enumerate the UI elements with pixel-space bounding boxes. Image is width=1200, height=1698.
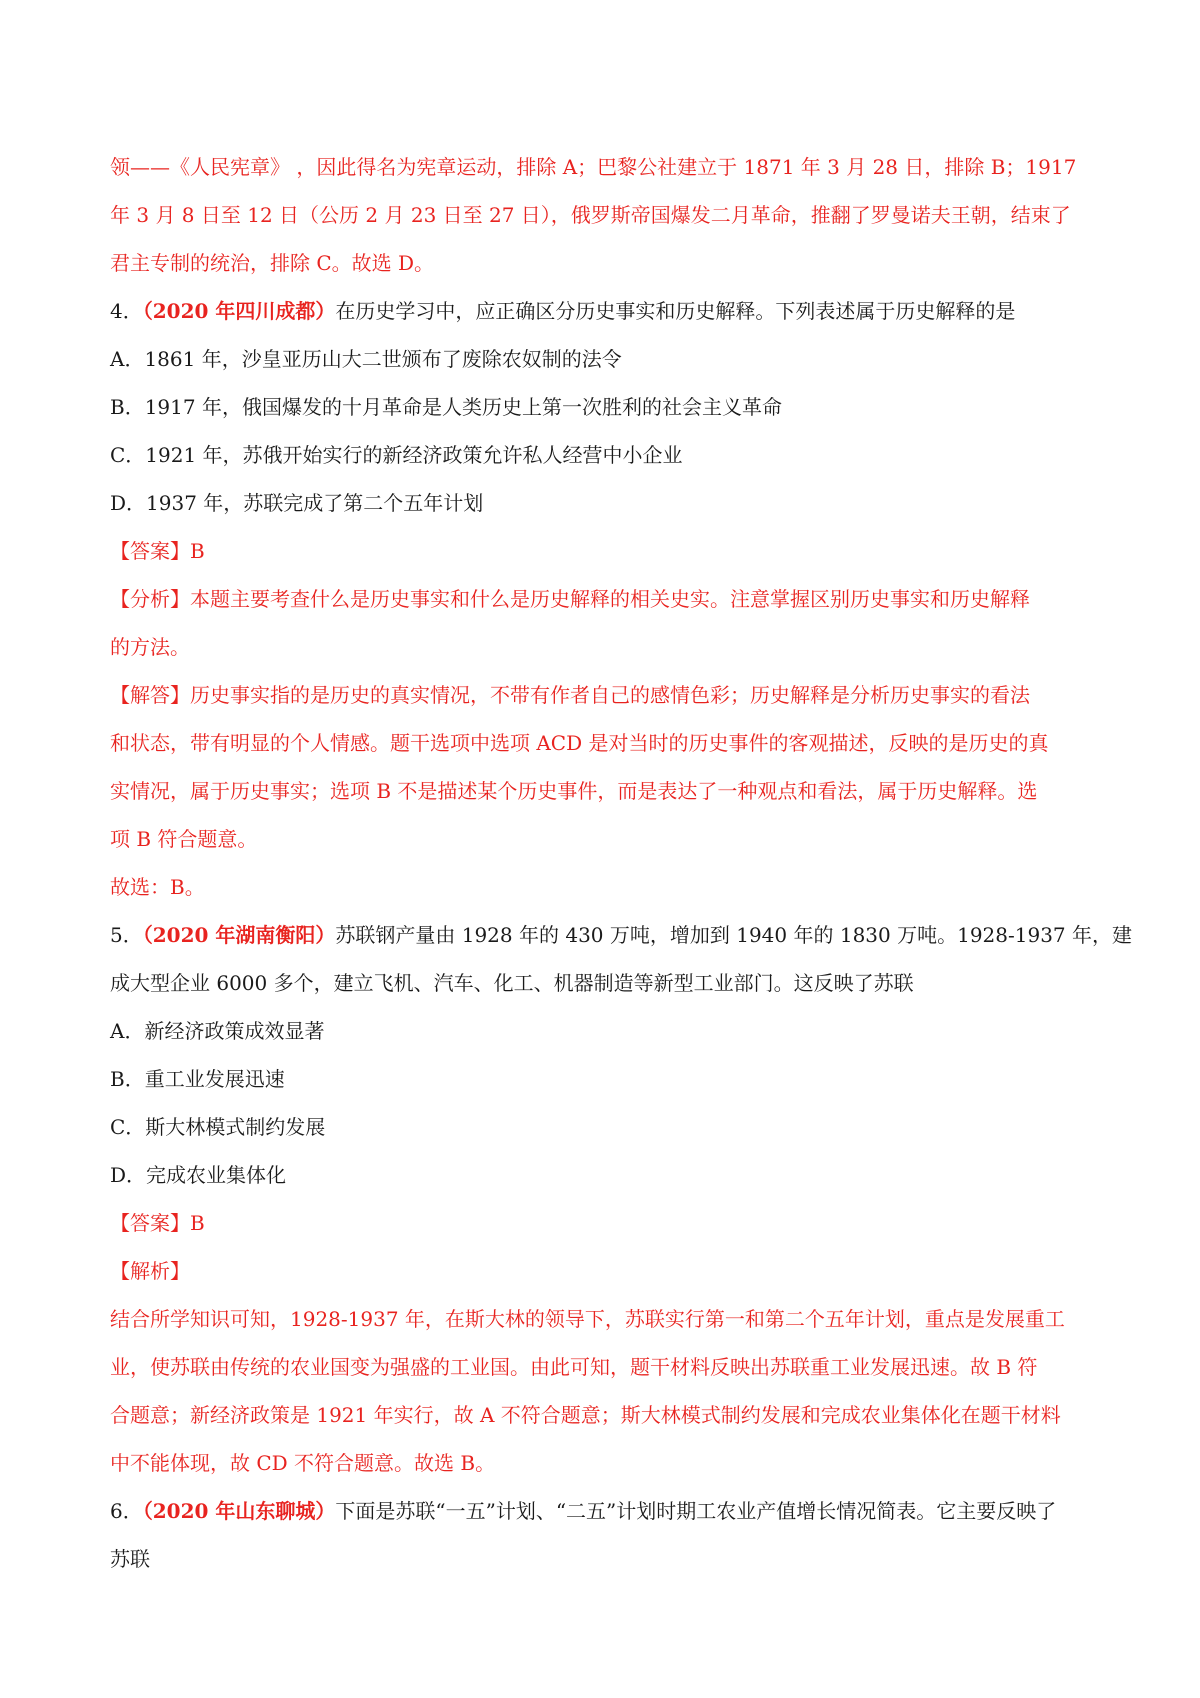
question-6-source: （2020 年山东聊城）: [142, 1499, 336, 1523]
question-6-stem: [110, 1487, 1100, 1535]
question-5-stem-continued: 成大型企业 6000 多个，建立飞机、汽车、化工、机器制造等新型工业部门。这反映了苏联: [110, 971, 914, 995]
question-4-solution-line-2: 和状态，带有明显的个人情感。题干选项中选项 ACD 是对当时的历史事件的客观描述，反映的是历史的真: [110, 731, 1049, 755]
continuation-line-2: 年 3 月 8 日至 12 日（公历 2 月 23 日至 27 日），俄罗斯帝国爆发二月革命，推翻了罗曼诺夫王朝，结束了: [110, 203, 1071, 227]
question-4-analysis-line-2: 的方法。: [110, 635, 190, 659]
question-6-number: 6．: [110, 1499, 143, 1523]
question-5-stem: [110, 911, 1133, 959]
question-5-number: 5．: [110, 923, 143, 947]
question-4-solution-line-1: 【解答】历史事实指的是历史的真实情况，不带有作者自己的感情色彩；历史解释是分析历史事实的看法: [110, 683, 1030, 707]
question-4-source: （2020 年四川成都）: [142, 299, 336, 323]
question-4-number: 4．: [110, 299, 143, 323]
question-4-option-d: D．1937 年，苏联完成了第二个五年计划: [110, 491, 484, 515]
question-5-text: 苏联钢产量由 1928 年的 430 万吨，增加到 1940 年的 1830 万吨。1928-1937 年，建: [335, 923, 1133, 947]
question-4-option-a: A．1861 年，沙皇亚历山大二世颁布了废除农奴制的法令: [110, 347, 622, 371]
question-6-text: 下面是苏联“一五”计划、“二五”计划时期工农业产值增长情况简表。它主要反映了: [335, 1499, 1057, 1523]
question-4-solution-line-4: 项 B 符合题意。: [110, 827, 258, 851]
question-5-source: （2020 年湖南衡阳）: [142, 923, 336, 947]
question-5-answer: 【答案】B: [110, 1211, 205, 1235]
question-5-explanation-line-4: 中不能体现，故 CD 不符合题意。故选 B。: [110, 1451, 496, 1475]
question-5-explanation-line-3: 合题意；新经济政策是 1921 年实行，故 A 不符合题意；斯大林模式制约发展和完成农业集体化在题干材料: [110, 1403, 1061, 1427]
question-6-stem-continued: 苏联: [110, 1547, 150, 1571]
question-5-explanation-line-1: 结合所学知识可知，1928-1937 年，在斯大林的领导下，苏联实行第一和第二个五年计划，重点是发展重工: [110, 1307, 1065, 1331]
question-4-option-c: C．1921 年，苏俄开始实行的新经济政策允许私人经营中小企业: [110, 443, 683, 467]
continuation-line-1: 领——《人民宪章》 ，因此得名为宪章运动，排除 A；巴黎公社建立于 1871 年 3 月 28 日，排除 B；1917: [110, 155, 1077, 179]
page-content: [110, 143, 1133, 1583]
question-4-choice: 故选：B。: [110, 875, 205, 899]
question-4-analysis-line-1: 【分析】本题主要考查什么是历史事实和什么是历史解释的相关史实。注意掌握区别历史事实和历史解释: [110, 587, 1030, 611]
question-5-option-c: C．斯大林模式制约发展: [110, 1115, 326, 1139]
question-5-option-a: A．新经济政策成效显著: [110, 1019, 325, 1043]
question-4-option-b: B．1917 年，俄国爆发的十月革命是人类历史上第一次胜利的社会主义革命: [110, 395, 782, 419]
question-5-option-b: B．重工业发展迅速: [110, 1067, 285, 1091]
question-4-solution-line-3: 实情况，属于历史事实；选项 B 不是描述某个历史事件，而是表达了一种观点和看法，属于历史解释。选: [110, 779, 1038, 803]
question-5-option-d: D．完成农业集体化: [110, 1163, 287, 1187]
continuation-line-3: 君主专制的统治，排除 C。故选 D。: [110, 251, 435, 275]
question-4-answer: 【答案】B: [110, 539, 205, 563]
question-4-stem: [110, 287, 1100, 335]
question-4-text: 在历史学习中，应正确区分历史事实和历史解释。下列表述属于历史解释的是: [335, 299, 1016, 323]
question-5-explanation-line-2: 业，使苏联由传统的农业国变为强盛的工业国。由此可知，题干材料反映出苏联重工业发展迅速。故 B 符: [110, 1355, 1038, 1379]
question-5-explanation-label: 【解析】: [110, 1259, 190, 1283]
